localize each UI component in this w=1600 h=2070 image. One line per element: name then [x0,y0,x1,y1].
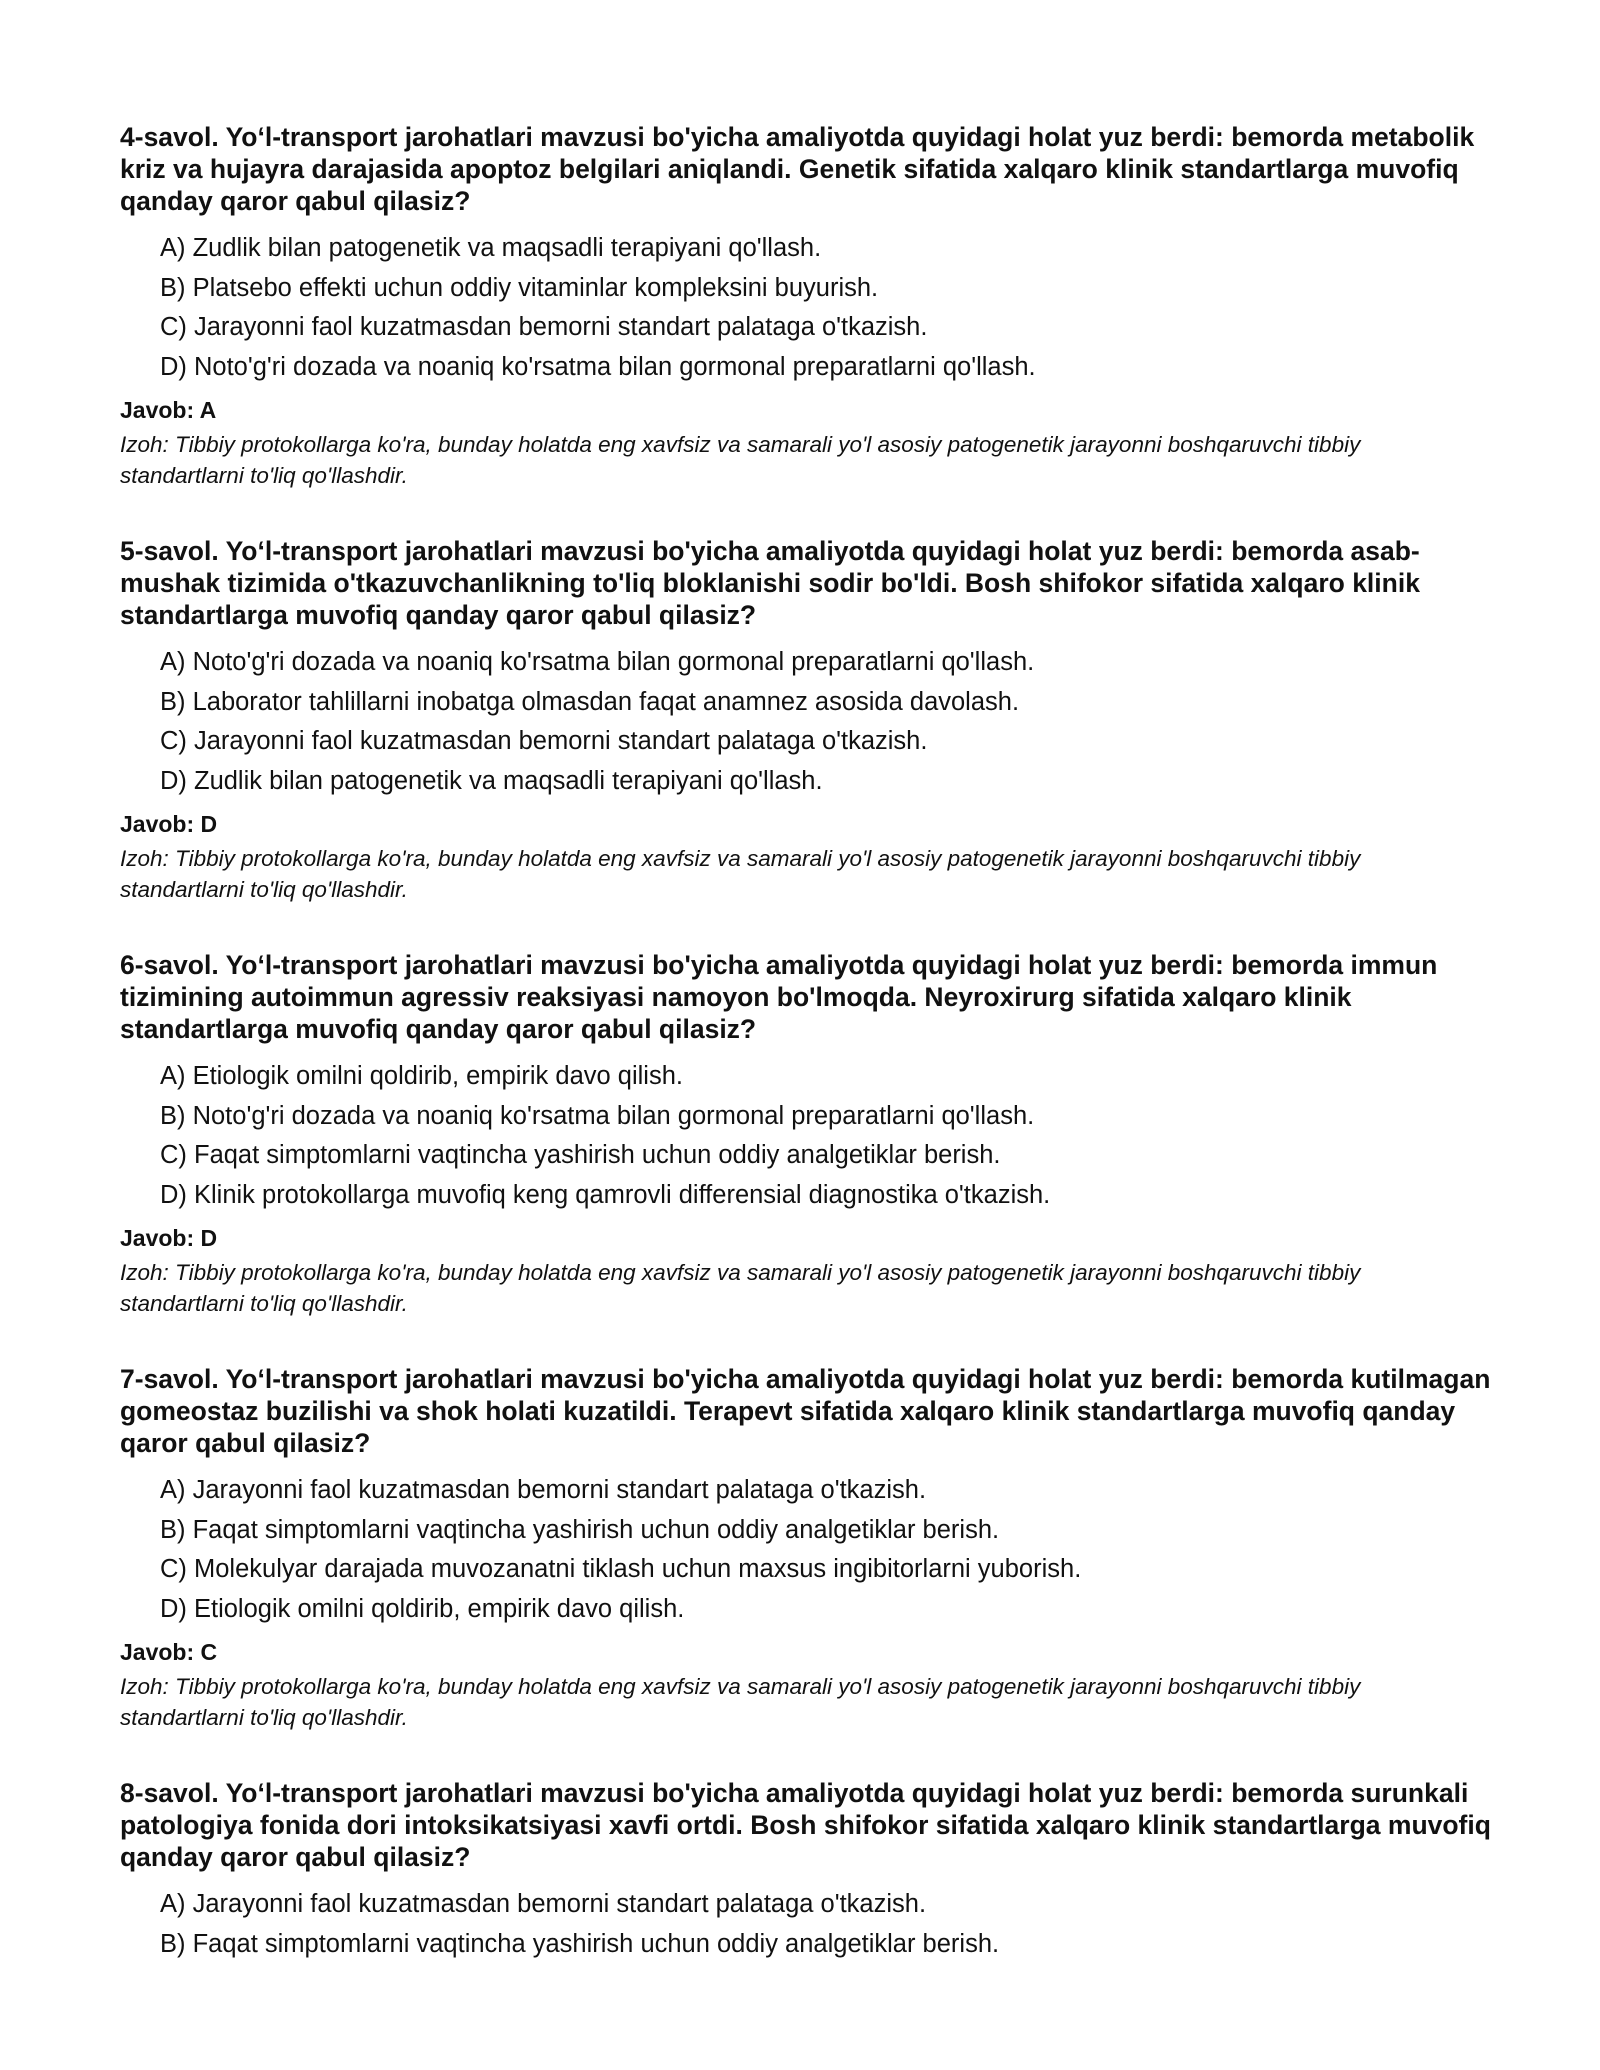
question-8 [120,1777,1500,1964]
question-4 [120,121,1500,491]
explanation-note: Izoh: Tibbiy protokollarga ko'ra, bunday holatda eng xavfsiz va samarali yo'l asosiy patogenetik jarayonni boshqaruvchi tibbiy standartlarni to'liq qo'llashdir. [120,846,1361,902]
question-title: 5-savol. Yo‘l-transport jarohatlari mavzusi bo'yicha amaliyotda quyidagi holat yuz berdi: bemorda asab-mushak tizimida o'tkazuvchanlikning to'liq bloklanishi sodir bo'ldi. Bosh shifokor sifatida xalqaro klinik standartlarga muvofiq qanday qaror qabul qilasiz? [120,536,1420,630]
option-a: A) Jarayonni faol kuzatmasdan bemorni standart palataga o'tkazish. [160,1476,927,1504]
question-title: 8-savol. Yo‘l-transport jarohatlari mavzusi bo'yicha amaliyotda quyidagi holat yuz berdi: bemorda surunkali patologiya fonida dori intoksikatsiyasi xavfi ortdi. Bosh shifokor sifatida xalqaro klinik standartlarga muvofiq qanday qaror qabul qilasiz? [120,1778,1491,1872]
option-list [160,1057,1500,1215]
option-c: C) Faqat simptomlarni vaqtincha yashirish uchun oddiy analgetiklar berish. [160,1141,1001,1169]
option-b: B) Faqat simptomlarni vaqtincha yashirish uchun oddiy analgetiklar berish. [160,1929,1000,1958]
option-a: A) Zudlik bilan patogenetik va maqsadli terapiyani qo'llash. [160,234,822,262]
answer-label: Javob: C [120,1639,218,1665]
option-c: C) Jarayonni faol kuzatmasdan bemorni standart palataga o'tkazish. [160,727,928,755]
explanation-note: Izoh: Tibbiy protokollarga ko'ra, bunday holatda eng xavfsiz va samarali yo'l asosiy patogenetik jarayonni boshqaruvchi tibbiy standartlarni to'liq qo'llashdir. [120,1674,1361,1730]
option-list [160,1471,1500,1629]
question-7 [120,1363,1500,1733]
answer-label: Javob: A [120,397,217,423]
explanation-note: Izoh: Tibbiy protokollarga ko'ra, bunday holatda eng xavfsiz va samarali yo'l asosiy patogenetik jarayonni boshqaruvchi tibbiy standartlarni to'liq qo'llashdir. [120,432,1361,488]
question-title: 7-savol. Yo‘l-transport jarohatlari mavzusi bo'yicha amaliyotda quyidagi holat yuz berdi: bemorda kutilmagan gomeostaz buzilishi va shok holati kuzatildi. Terapevt sifatida xalqaro klinik standartlarga muvofiq qanday qaror qabul qilasiz? [120,1364,1491,1458]
question-6 [120,949,1500,1319]
option-list [160,229,1500,387]
answer-label: Javob: D [120,811,218,837]
explanation-note: Izoh: Tibbiy protokollarga ko'ra, bunday holatda eng xavfsiz va samarali yo'l asosiy patogenetik jarayonni boshqaruvchi tibbiy standartlarni to'liq qo'llashdir. [120,1260,1361,1316]
option-b: B) Laborator tahlillarni inobatga olmasdan faqat anamnez asosida davolash. [160,687,1020,716]
question-title: 6-savol. Yo‘l-transport jarohatlari mavzusi bo'yicha amaliyotda quyidagi holat yuz berdi: bemorda immun tizimining autoimmun agressiv reaksiyasi namoyon bo'lmoqda. Neyroxirurg sifatida xalqaro klinik standartlarga muvofiq qanday qaror qabul qilasiz? [120,950,1438,1044]
option-b: B) Platsebo effekti uchun oddiy vitaminlar kompleksini buyurish. [160,273,879,302]
option-a: A) Etiologik omilni qoldirib, empirik davo qilish. [160,1062,683,1090]
option-a: A) Noto'g'ri dozada va noaniq ko'rsatma bilan gormonal preparatlarni qo'llash. [160,648,1035,676]
option-c: C) Molekulyar darajada muvozanatni tiklash uchun maxsus ingibitorlarni yuborish. [160,1555,1082,1583]
answer-label: Javob: D [120,1225,218,1251]
option-b: B) Faqat simptomlarni vaqtincha yashirish uchun oddiy analgetiklar berish. [160,1515,1000,1544]
question-list [120,121,1500,2008]
option-list [160,643,1500,801]
option-a: A) Jarayonni faol kuzatmasdan bemorni standart palataga o'tkazish. [160,1890,927,1918]
option-d: D) Zudlik bilan patogenetik va maqsadli terapiyani qo'llash. [160,766,823,795]
question-5 [120,535,1500,905]
option-d: D) Noto'g'ri dozada va noaniq ko'rsatma bilan gormonal preparatlarni qo'llash. [160,352,1036,381]
option-c: C) Jarayonni faol kuzatmasdan bemorni standart palataga o'tkazish. [160,313,928,341]
option-d: D) Etiologik omilni qoldirib, empirik davo qilish. [160,1594,685,1623]
option-b: B) Noto'g'ri dozada va noaniq ko'rsatma bilan gormonal preparatlarni qo'llash. [160,1101,1035,1130]
option-d: D) Klinik protokollarga muvofiq keng qamrovli differensial diagnostika o'tkazish. [160,1180,1051,1209]
option-list [160,1885,1500,1964]
question-title: 4-savol. Yo‘l-transport jarohatlari mavzusi bo'yicha amaliyotda quyidagi holat yuz berdi: bemorda metabolik kriz va hujayra darajasida apoptoz belgilari aniqlandi. Genetik sifatida xalqaro klinik standartlarga muvofiq qanday qaror qabul qilasiz? [120,122,1475,216]
